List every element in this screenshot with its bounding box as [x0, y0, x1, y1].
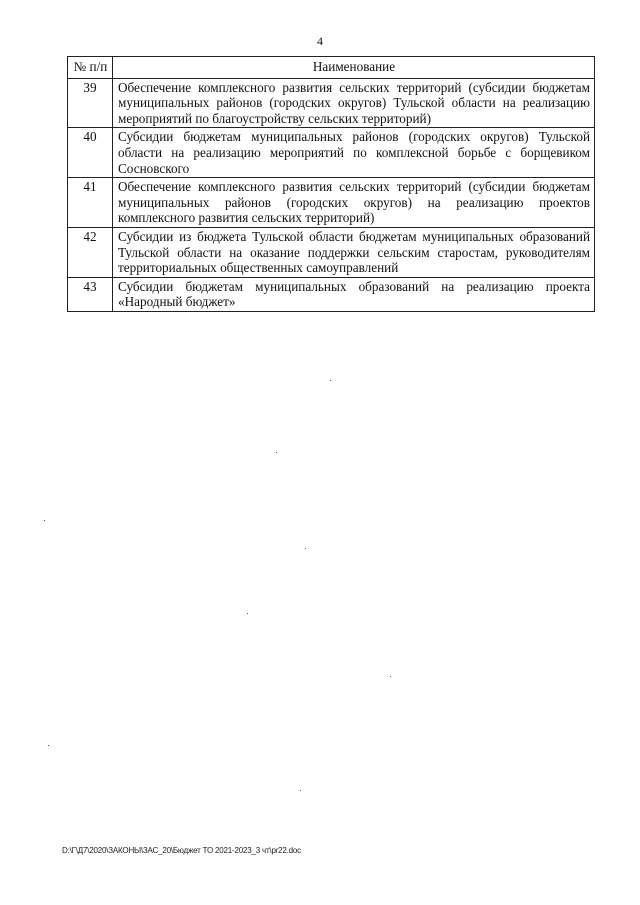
scan-speck — [300, 790, 301, 791]
row-name: Субсидии бюджетам муниципальных образований на реализацию проекта «Народный бюджет» — [113, 277, 595, 311]
table-header-row — [68, 57, 595, 79]
row-number: 42 — [68, 227, 113, 277]
scan-speck — [305, 548, 306, 549]
column-header-name: Наименование — [113, 57, 595, 79]
table-row — [68, 227, 595, 277]
table-row — [68, 128, 595, 178]
footer-file-path: D:\Г\Д7\2020\ЗАКОНЫ\ЗАС_20\Бюджет ТО 2021-2023_3 чт\pr22.doc — [62, 846, 301, 855]
column-header-number: № п/п — [68, 57, 113, 79]
scan-speck — [44, 520, 45, 521]
table-row — [68, 277, 595, 311]
table-row — [68, 78, 595, 128]
row-number: 39 — [68, 78, 113, 128]
row-name: Субсидии из бюджета Тульской области бюджетам муниципальных образований Тульской области на оказание поддержки сельским старостам, руководителям территориальных общественных самоуправлений — [113, 227, 595, 277]
row-number: 40 — [68, 128, 113, 178]
scan-speck — [390, 676, 391, 677]
table-row — [68, 178, 595, 228]
items-table — [67, 56, 595, 312]
scan-speck — [48, 745, 49, 746]
scan-speck — [330, 380, 331, 381]
scan-speck — [247, 613, 248, 614]
scan-speck — [276, 452, 277, 453]
page-number: 4 — [317, 34, 323, 48]
row-name: Обеспечение комплексного развития сельских территорий (субсидии бюджетам муниципальных районов (городских округов) Тульской области на реализацию мероприятий по благоустройству сельских территорий) — [113, 78, 595, 128]
row-number: 41 — [68, 178, 113, 228]
row-name: Субсидии бюджетам муниципальных районов (городских округов) Тульской области на реализацию мероприятий по комплексной борьбе с борщевиком Сосновского — [113, 128, 595, 178]
row-number: 43 — [68, 277, 113, 311]
row-name: Обеспечение комплексного развития сельских территорий (субсидии бюджетам муниципальных районов (городских округов) на реализацию проектов комплексного развития сельских территорий) — [113, 178, 595, 228]
